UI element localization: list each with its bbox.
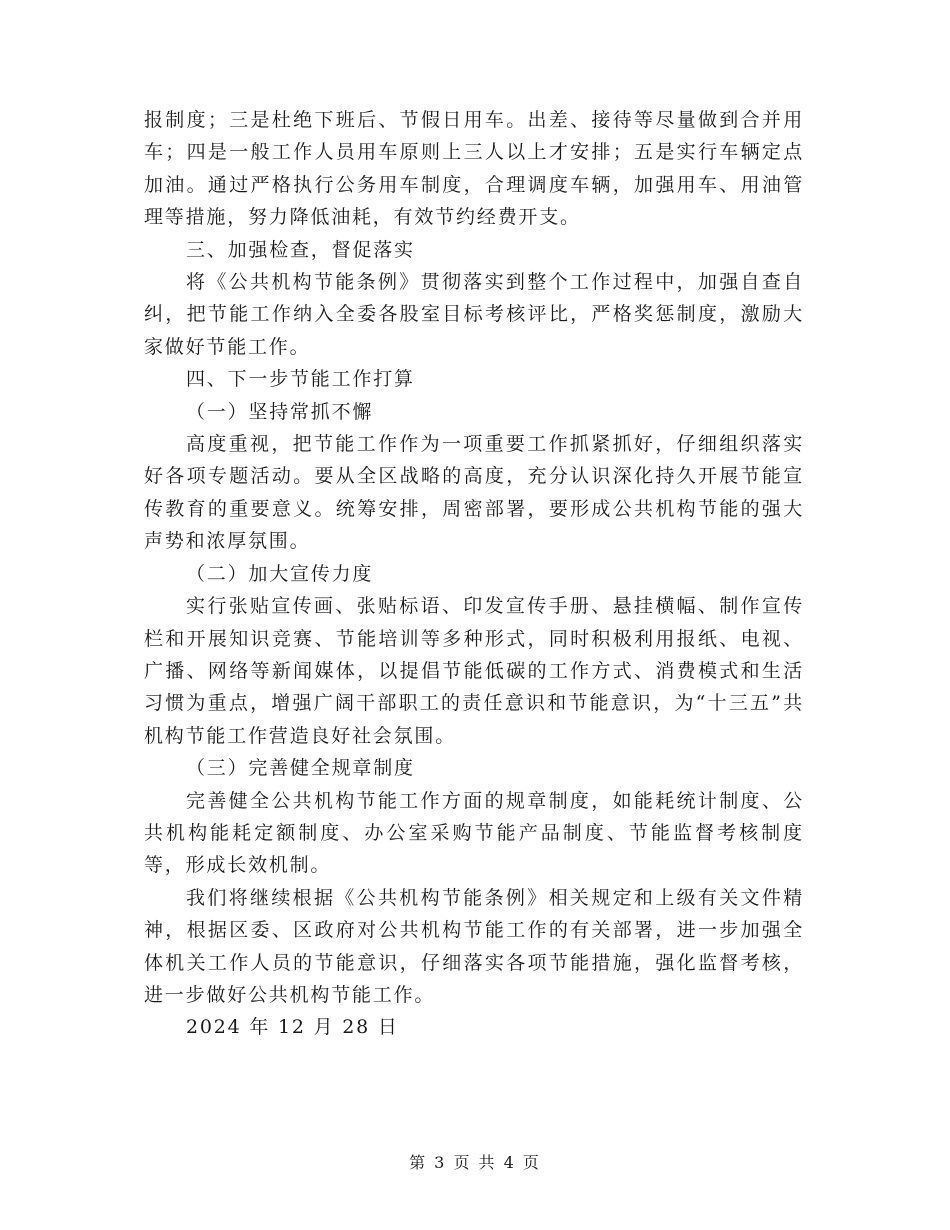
page-number-footer: 第 3 页 共 4 页 (409, 1153, 541, 1172)
paragraph: 完善健全公共机构节能工作方面的规章制度，如能耗统计制度、公共机构能耗定额制度、办公室采购节能产品制度、节能监督考核制度等，形成长效机制。 (144, 789, 804, 877)
subheading-2: （二）加大宣传力度 (186, 562, 374, 585)
subheading-1: （一）坚持常抓不懈 (186, 400, 374, 423)
document-date: 2024 年 12 月 28 日 (186, 1016, 399, 1039)
subheading-3: （三）完善健全规章制度 (186, 757, 415, 780)
paragraph: 将《公共机构节能条例》贯彻落实到整个工作过程中，加强自查自纠，把节能工作纳入全委各股室目标考核评比，严格奖惩制度，激励大家做好节能工作。 (144, 271, 804, 358)
section-heading-3: 三、加强检查，督促落实 (186, 238, 415, 261)
paragraph-continuation: 报制度；三是杜绝下班后、节假日用车。出差、接待等尽量做到合并用车；四是一般工作人员用车原则上三人以上才安排；五是实行车辆定点加油。通过严格执行公务用车制度，合理调度车辆，加强用车、用油管理等措施，努力降低油耗，有效节约经费开支。 (144, 109, 804, 229)
paragraph: 实行张贴宣传画、张贴标语、印发宣传手册、悬挂横幅、制作宣传栏和开展知识竞赛、节能培训等多种形式，同时积极利用报纸、电视、广播、网络等新闻媒体，以提倡节能低碳的工作方式、消费模式和生活习惯为重点，增强广阔干部职工的责任意识和节能意识，为“十三五”共机构节能工作营造良好社会氛围。 (144, 595, 804, 747)
document-body (144, 104, 804, 1044)
section-heading-4: 四、下一步节能工作打算 (186, 368, 415, 391)
paragraph-closing: 我们将继续根据《公共机构节能条例》相关规定和上级有关文件精神，根据区委、区政府对公共机构节能工作的有关部署，进一步加强全体机关工作人员的节能意识，仔细落实各项节能措施，强化监督考核，进一步做好公共机构节能工作。 (144, 886, 804, 1006)
paragraph: 高度重视，把节能工作作为一项重要工作抓紧抓好，仔细组织落实好各项专题活动。要从全区战略的高度，充分认识深化持久开展节能宣传教育的重要意义。统筹安排，周密部署，要形成公共机构节能的强大声势和浓厚氛围。 (144, 433, 804, 553)
